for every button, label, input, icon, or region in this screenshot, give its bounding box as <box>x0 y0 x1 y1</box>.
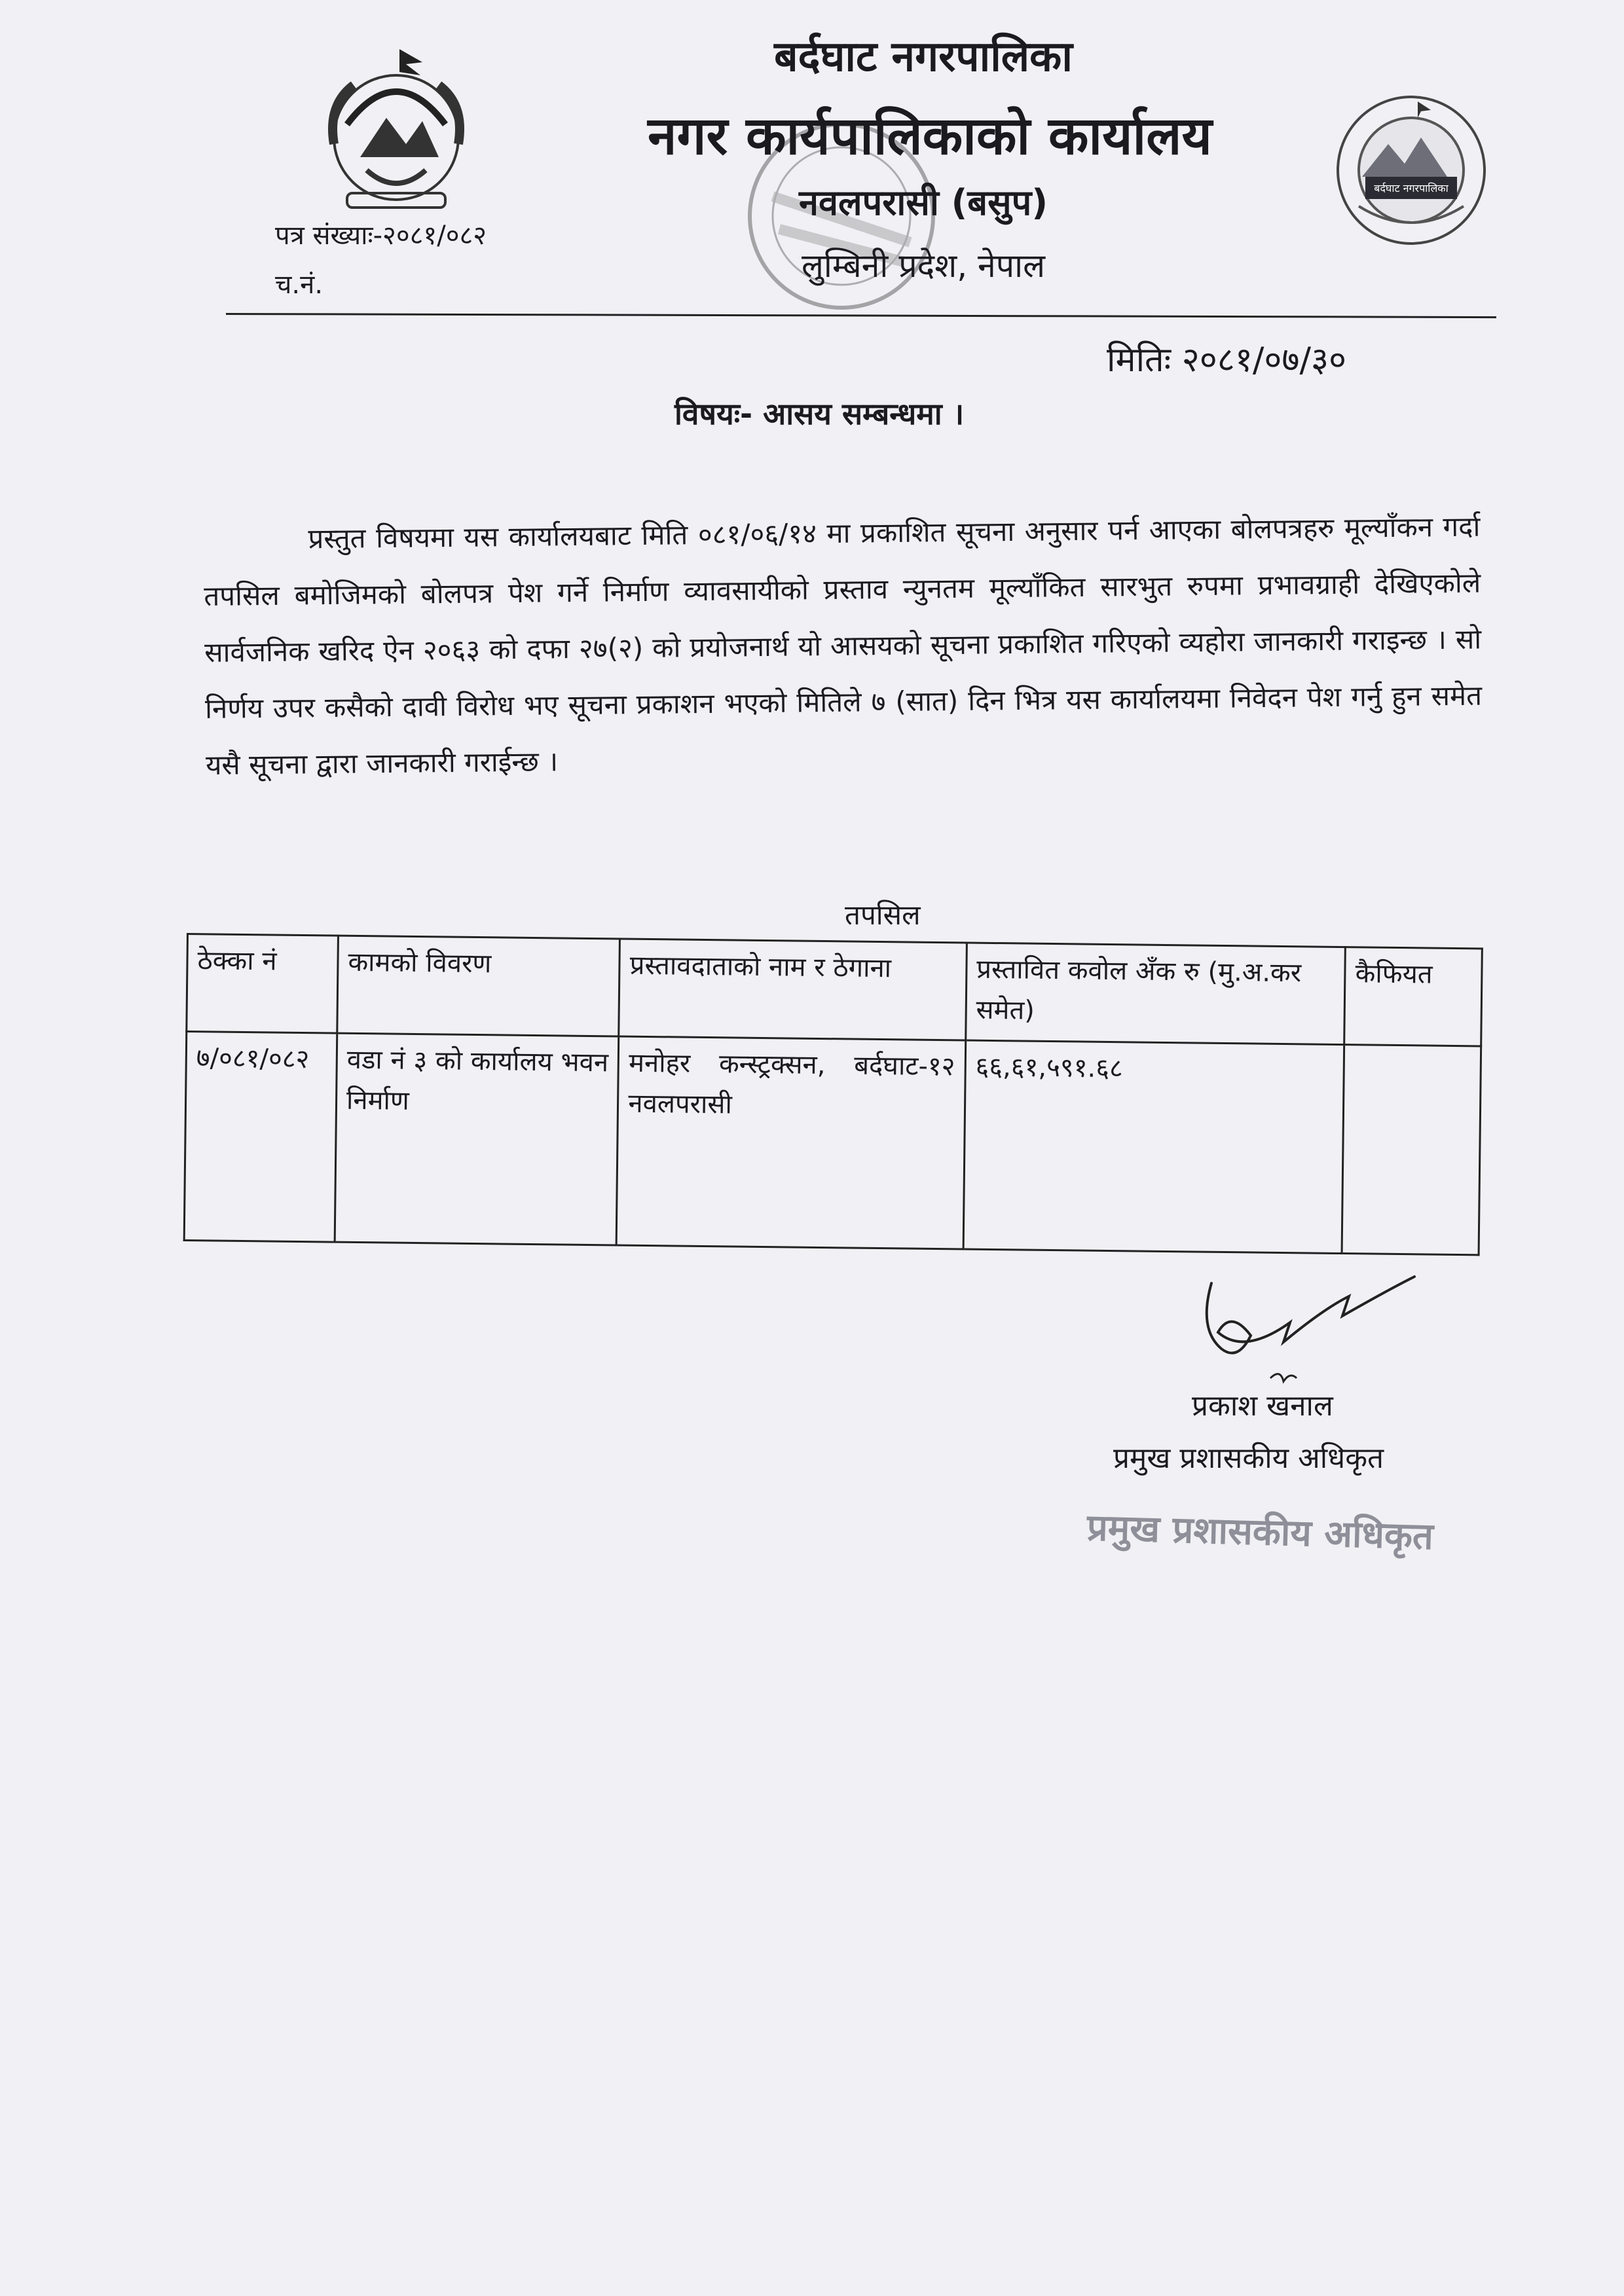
municipality-name: बर्दघाट नगरपालिका <box>774 33 1073 81</box>
table-heading: तपसिल <box>845 899 921 931</box>
handwritten-signature-icon <box>1192 1270 1441 1394</box>
cell-work: वडा नं ३ को कार्यालय भवन निर्माण <box>335 1033 619 1245</box>
district-name: नवलपरासी (बसुप) <box>798 182 1048 223</box>
cell-amount: ६६,६१,५९१.६८ <box>963 1040 1344 1254</box>
table-row <box>184 1032 1481 1255</box>
table-header-row <box>187 934 1483 1046</box>
letter-date: मितिः २०८१/०७/३० <box>1107 340 1347 380</box>
designation-stamp: प्रमुख प्रशासकीय अधिकृत <box>1086 1506 1434 1558</box>
signatory-name: प्रकाश खनाल <box>1192 1389 1333 1423</box>
dispatch-number: च.नं. <box>275 270 323 300</box>
logo-band-text: बर्दघाट नगरपालिका <box>1374 182 1449 194</box>
municipality-logo-icon <box>1333 92 1490 249</box>
letter-subject: विषयः- आसय सम्बन्धमा । <box>674 396 965 431</box>
details-table <box>183 933 1483 1256</box>
cell-remarks <box>1342 1045 1481 1255</box>
column-header-amount: प्रस्तावित कवोल अँक रु (मु.अ.कर समेत) <box>965 943 1345 1045</box>
signatory-title: प्रमुख प्रशासकीय अधिकृत <box>1113 1442 1384 1475</box>
column-header-work: कामको विवरण <box>337 936 620 1036</box>
column-header-remarks: कैफियत <box>1344 947 1482 1046</box>
details-table-wrapper <box>183 933 1483 1256</box>
column-header-contract-no: ठेक्का नं <box>187 934 339 1034</box>
letter-reference-number: पत्र संख्याः-२०८१/०८२ <box>275 221 487 251</box>
column-header-bidder: प्रस्तावदाताको नाम र ठेगाना <box>619 939 967 1040</box>
government-emblem-icon <box>308 46 485 223</box>
letter-body: प्रस्तुत विषयमा यस कार्यालयबाट मिति ०८१/०६/१४ मा प्रकाशित सूचना अनुसार पर्न आएका बोलपत्रहरु मूल्याँकन गर्दा तपसिल बमोजिमको बोलपत्र पेश गर्ने निर्माण व्यावसायीको प्रस्ताव न्युनतम मूल्याँकित सारभुत रुपमा प्रभावग्राही देखिएकोले सार्वजनिक खरिद ऐन २०६३ को दफा २७(२) को प्रयोजनार्थ यो आसयको सूचना प्रकाशित गरिएको व्यहोरा जानकारी गराइन्छ । सो निर्णय उपर कसैको दावी विरोध भए सूचना प्रकाशन भएको मितिले ७ (सात) दिन भित्र यस कार्यालयमा निवेदन पेश गर्नु हुन समेत यसै सूचना द्वारा जानकारी गराईन्छ । <box>204 510 1483 781</box>
office-name: नगर कार्यपालिकाको कार्यालय <box>648 105 1212 166</box>
cell-bidder: मनोहर कन्स्ट्रक्सन, बर्दघाट-१२ नवलपरासी <box>616 1036 965 1249</box>
cell-contract-no: ७/०८१/०८२ <box>184 1032 337 1243</box>
province-name: लुम्बिनी प्रदेश, नेपाल <box>801 247 1046 285</box>
